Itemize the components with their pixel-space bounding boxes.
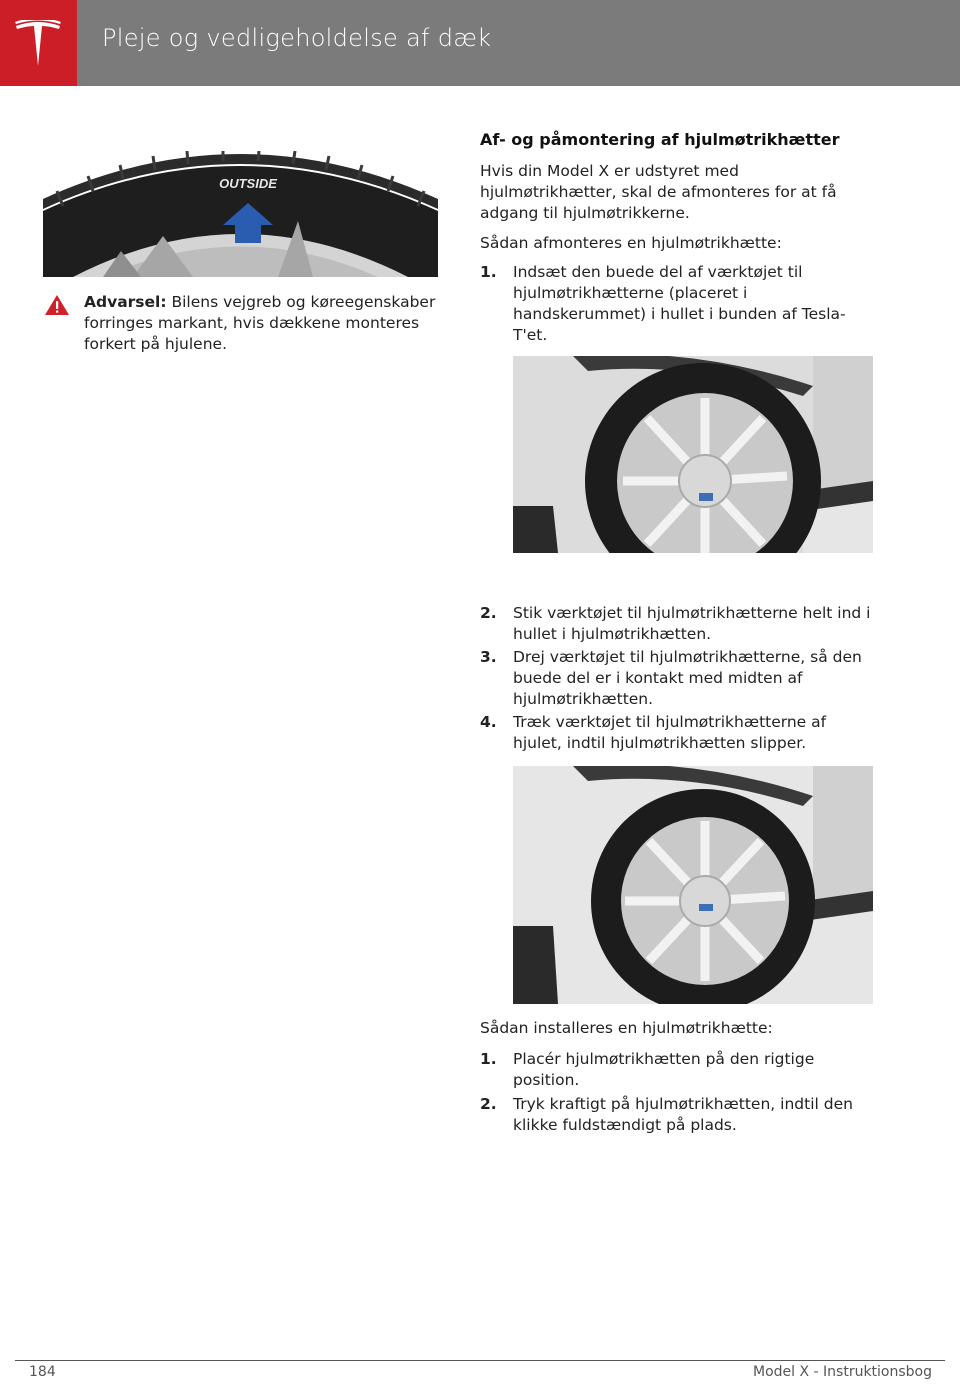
tesla-logo-icon [13,20,63,70]
warning-icon [44,294,70,316]
page-header [0,0,960,86]
step-text: Tryk kraftigt på hjulmøtrikhætten, indtil den klikke fuldstændigt på plads. [513,1095,853,1134]
footer-divider [15,1360,945,1361]
tire-outside-illustration [43,151,438,277]
step-text: Stik værktøjet til hjulmøtrikhætterne helt ind i hullet i hjulmøtrikhætten. [513,604,871,643]
remove-step-1 [480,262,875,346]
page-number: 184 [29,1364,56,1380]
warning-notice [44,292,444,355]
wheel-cap-removal-photo-1 [513,356,873,553]
warning-label: Advarsel: [84,293,167,311]
step-number: 4. [480,713,497,731]
section-intro: Hvis din Model X er udstyret med hjulmøtrikhætter, skal de afmonteres for at få adgang til hjulmøtrikkerne. [480,162,837,222]
footer-title: Model X - Instruktionsbog [753,1364,932,1380]
step-text: Indsæt den buede del af værktøjet til hjulmøtrikhætterne (placeret i handskerummet) i hullet i bunden af Tesla-T'et. [513,263,846,344]
remove-step-4 [480,712,875,754]
page-title: Pleje og vedligeholdelse af dæk [102,24,492,52]
remove-step-3 [480,647,875,710]
warning-text: Bilens vejgreb og køreegenskaber forringes markant, hvis dækkene monteres forkert på hjulene. [84,293,436,353]
section-title: Af- og påmontering af hjulmøtrikhætter [480,130,840,149]
step-number: 2. [480,1095,497,1113]
outside-label: OUTSIDE [219,176,277,191]
step-number: 2. [480,604,497,622]
step-number: 3. [480,648,497,666]
step-number: 1. [480,1050,497,1068]
tesla-logo [0,0,77,86]
remove-heading: Sådan afmonteres en hjulmøtrikhætte: [480,234,782,252]
remove-step-2 [480,603,875,645]
step-text: Træk værktøjet til hjulmøtrikhætterne af hjulet, indtil hjulmøtrikhætten slipper. [513,713,827,752]
step-text: Drej værktøjet til hjulmøtrikhætterne, så den buede del er i kontakt med midten af hjulmøtrikhætten. [513,648,862,708]
step-text: Placér hjulmøtrikhætten på den rigtige position. [513,1050,815,1089]
install-step-2 [480,1094,875,1136]
step-number: 1. [480,263,497,281]
install-heading: Sådan installeres en hjulmøtrikhætte: [480,1019,773,1037]
wheel-cap-removal-photo-2 [513,766,873,1004]
install-step-1 [480,1049,875,1091]
